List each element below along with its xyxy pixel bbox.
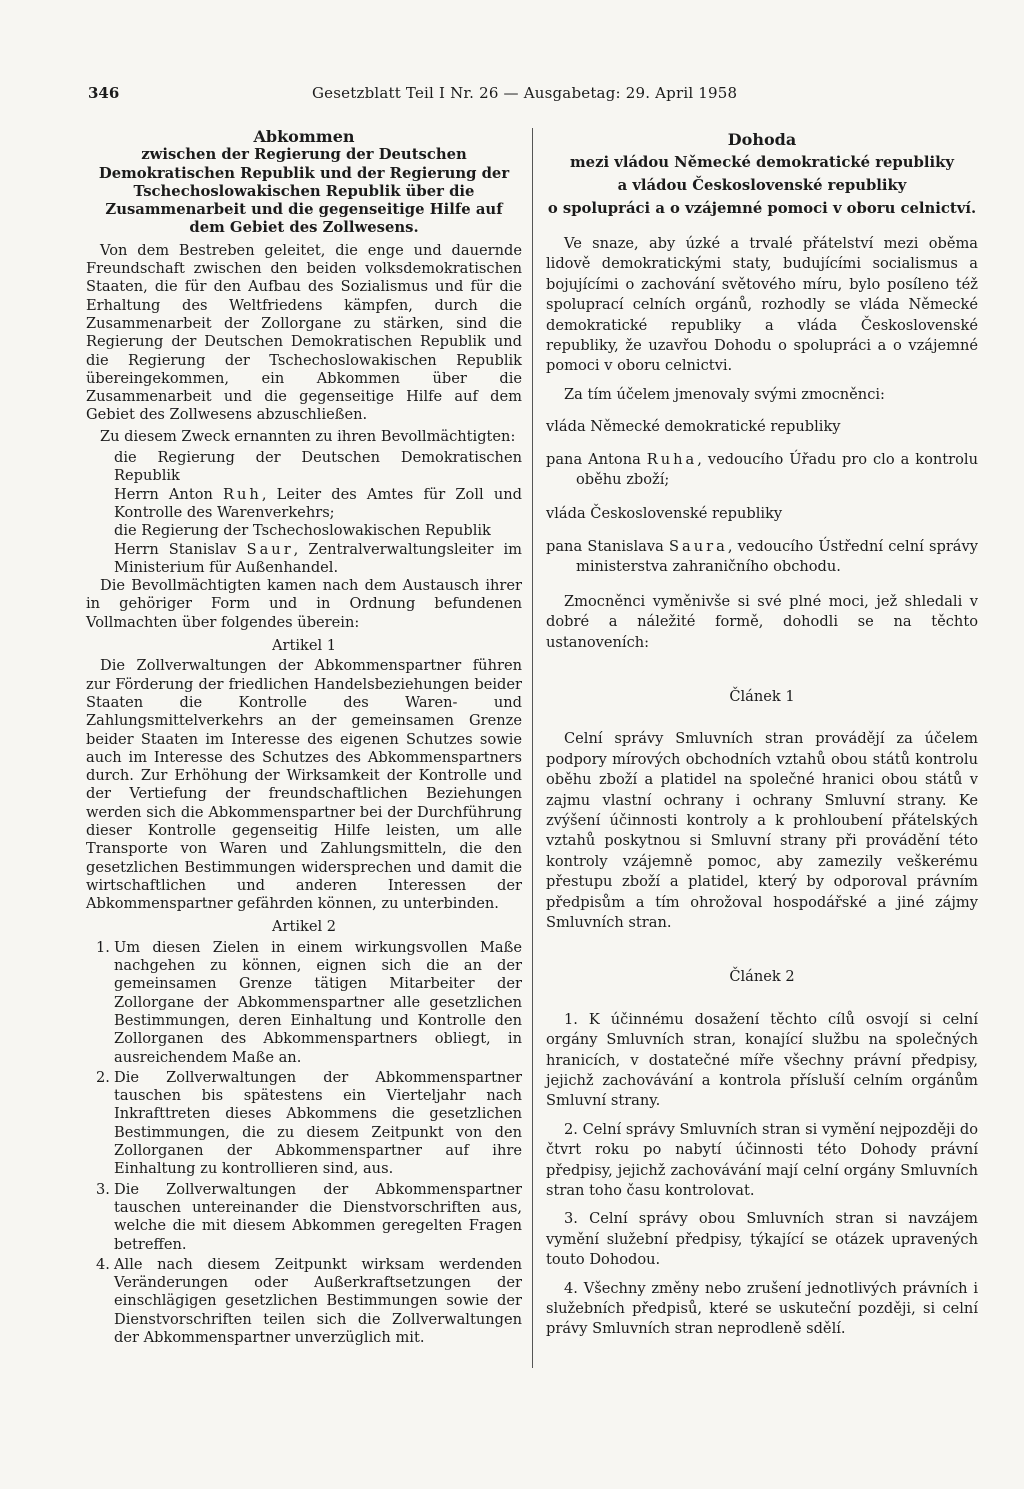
czech-preamble: Ve snaze, aby úzké a trvalé přátelství mezi oběma lidově demokratickými staty, budujícími socialismus a bojujícími o zachování světového míru, bylo posíleno též spoluprací celních orgánů, rozhodly se vláda Německé demokratické republiky a vláda Československé republiky, že uzavřou Dohodu o spolupráci a o vzájemné pomoci v oboru celnictvi. [546, 235, 978, 375]
czech-title-block [546, 128, 978, 220]
czech-gov2: vláda Československé republiky [546, 505, 783, 523]
czech-column [546, 128, 978, 1348]
czech-rep1 [546, 450, 978, 491]
running-header [88, 83, 778, 107]
german-appointment-intro: Zu diesem Zweck ernannten zu ihren Bevollmächtigten: [100, 427, 516, 445]
german-art2-item: 1. Um diesen Zielen in einem wirkungsvollen Maße nachgehen zu können, eignen sich die an der gemeinsamen Grenze tätigen Mitarbeiter der Zollorgane der Abkommenspartner alle gesetzlichen Bestimmungen, deren Einhaltung und Kontrolle den Zollorganen des Abkommenspartners obliegt, in ausreichendem Maße an. [96, 938, 522, 1066]
czech-agreement: Zmocněnci vyměnivše si své plné moci, jež shledali v dobré a náležité formě, dohodli se na těchto ustanoveních: [546, 592, 978, 651]
german-rep1 [114, 486, 522, 523]
page-number: 346 [88, 84, 120, 102]
german-title-block [86, 128, 522, 238]
czech-art1-heading: Článek 1 [729, 687, 795, 705]
german-subtitle: zwischen der Regierung der Deutschen Demokratischen Republik und der Regierung der Tschechoslowakischen Republik über die Zusammenarbeit und die gegenseitige Hilfe auf dem Gebiet des Zollwesens. [98, 146, 510, 237]
running-title: Gesetzblatt Teil I Nr. 26 — Ausgabetag: 29. April 1958 [312, 84, 738, 102]
czech-gov1: vláda Německé demokratické republiky [546, 418, 841, 436]
german-rep2-name: Saur [246, 540, 294, 558]
czech-appointment-intro: Za tím účelem jmenovaly svými zmocněnci: [564, 385, 885, 403]
czech-rep2-prefix: pana Stanislava [546, 537, 664, 555]
czech-rep1-name: Ruha [646, 450, 698, 468]
german-representatives [86, 449, 522, 577]
czech-rep2-suffix: , vedoucího Ústřední celní správy ministerstva zahraničního obchodu. [576, 537, 978, 576]
german-rep2-suffix: , Zentralverwaltungsleiter im Ministerium für Außenhandel. [114, 540, 522, 576]
czech-art2-item: 4. Všechny změny nebo zrušení jednotlivých právních i služebních předpisů, které se uskuteční později, si celní právy Smluvních stran neprodleně sdělí. [546, 1279, 978, 1338]
german-rep2 [114, 541, 522, 578]
german-art2-item: 4. Alle nach diesem Zeitpunkt wirksam werdenden Veränderungen oder Außerkraftsetzungen der einschlägigen gesetzlichen Bestimmungen sowie der Dienstvorschriften teilen sich die Zollverwaltungen der Abkommenspartner unverzüglich mit. [96, 1255, 522, 1346]
german-art2-item: 2. Die Zollverwaltungen der Abkommenspartner tauschen bis spätestens ein Vierteljahr nach Inkrafttreten dieses Abkommens die gesetzlichen Bestimmungen, die zu diesem Zeitpunkt von den Zollorganen der Abkommenspartner auf ihre Einhaltung zu kontrollieren sind, aus. [96, 1068, 522, 1178]
czech-subtitle-line3: o spolupráci a o vzájemné pomoci v oboru celnictví. [547, 200, 977, 217]
czech-subtitle-line1: mezi vládou Německé demokratické republiky [570, 154, 954, 171]
german-art2-heading: Artikel 2 [271, 918, 337, 936]
german-title: Abkommen [253, 127, 355, 146]
german-agreement: Die Bevollmächtigten kamen nach dem Austausch ihrer in gehöriger Form und in Ordnung befundenen Vollmachten über folgendes überein: [86, 577, 522, 631]
czech-rep1-suffix: , vedoucího Úřadu pro clo a kontrolu oběhu zboží; [576, 450, 978, 489]
czech-art2-item: 1. K účinnému dosažení těchto cílů osvojí si celní orgány Smluvních stran, konající službu na společných hranicích, v dostatečné míře všechny právní předpisy, jejichž zachovávání a kontrola přísluší celním orgánům Smluvní strany. [546, 1010, 978, 1110]
german-column [86, 128, 522, 1349]
german-art2-list [86, 939, 522, 1348]
german-art1-text: Die Zollverwaltungen der Abkommenspartner führen zur Förderung der friedlichen Handelsbeziehungen beider Staaten die Kontrolle des Waren- und Zahlungsmittelverkehrs an der gemeinsamen Grenze beider Staaten im Interesse des eigenen Schutzes sowie auch im Interesse des Schutzes des Abkommenspartners durch. Zur Erhöhung der Wirksamkeit der Kontrolle und der Vertiefung der freundschaftlichen Beziehungen werden sich die Abkommenspartner bei der Durchführung dieser Kontrolle gegenseitig Hilfe leisten, um alle Transporte von Waren und Zahlungsmitteln, die den gesetzlichen Bestimmungen widersprechen und damit die wirtschaftlichen und anderen Interessen der Abkommenspartner gefährden können, zu unterbinden. [86, 657, 522, 913]
czech-subtitle-line2: a vládou Československé republiky [617, 177, 907, 194]
czech-art1-text: Celní správy Smluvních stran provádějí za účelem podpory mírových obchodních vztahů obou států kontrolu oběhu zboží a platidel na společné hranici obou států v zajmu vlastní ochrany i ochrany Smluvní strany. Ke zvýšení účinnosti kontroly a k prohloubení přátelských vztahů poskytnou si Smluvní strany při provádění této kontroly vzájemně pomoc, aby zamezily veškerému přestupu zboží a platidel, který by odporoval právním předpisům a tím ohrožoval hospodářské a jiné zájmy Smluvních stran. [546, 730, 978, 931]
czech-art2-item: 3. Celní správy obou Smluvních stran si navzájem vymění služební předpisy, týkající se otázek upravených touto Dohodou. [546, 1210, 978, 1269]
czech-title: Dohoda [727, 130, 797, 149]
german-art1-heading: Artikel 1 [271, 637, 337, 655]
czech-rep2-name: Saura [669, 537, 728, 555]
german-rep1-name: Ruh [223, 485, 262, 503]
czech-rep2 [546, 537, 978, 578]
german-gov2: die Regierung der Tschechoslowakischen Republik [114, 522, 491, 540]
column-divider [532, 128, 533, 1368]
german-preamble: Von dem Bestreben geleitet, die enge und dauernde Freundschaft zwischen den beiden volksdemokratischen Staaten, die für den Aufbau des Sozialismus und für die Erhaltung des Weltfriedens kämpfen, durch die Zusammenarbeit der Zollorgane zu stärken, sind die Regierung der Deutschen Demokratischen Republik und die Regierung der Tschechoslowakischen Republik übereingekommen, ein Abkommen über die Zusammenarbeit und die gegenseitige Hilfe auf dem Gebiet des Zollwesens abzuschließen. [86, 241, 522, 424]
german-rep1-suffix: , Leiter des Amtes für Zoll und Kontrolle des Warenverkehrs; [114, 485, 522, 521]
czech-rep1-prefix: pana Antona [546, 450, 641, 468]
german-rep2-prefix: Herrn Stanislav [114, 540, 237, 558]
german-art2-item: 3. Die Zollverwaltungen der Abkommenspartner tauschen untereinander die Dienstvorschriften aus, welche die mit diesem Abkommen geregelten Fragen betreffen. [96, 1180, 522, 1253]
german-rep1-prefix: Herrn Anton [114, 485, 213, 503]
czech-art2-heading: Článek 2 [729, 968, 795, 986]
german-gov1: die Regierung der Deutschen Demokratischen Republik [114, 449, 522, 485]
czech-art2-item: 2. Celní správy Smluvních stran si vymění nejpozději do čtvrt roku po nabytí účinnosti této Dohody právní předpisy, jejichž zachovávání mají celní orgány Smluvních stran toho času kontrolovat. [546, 1120, 978, 1200]
